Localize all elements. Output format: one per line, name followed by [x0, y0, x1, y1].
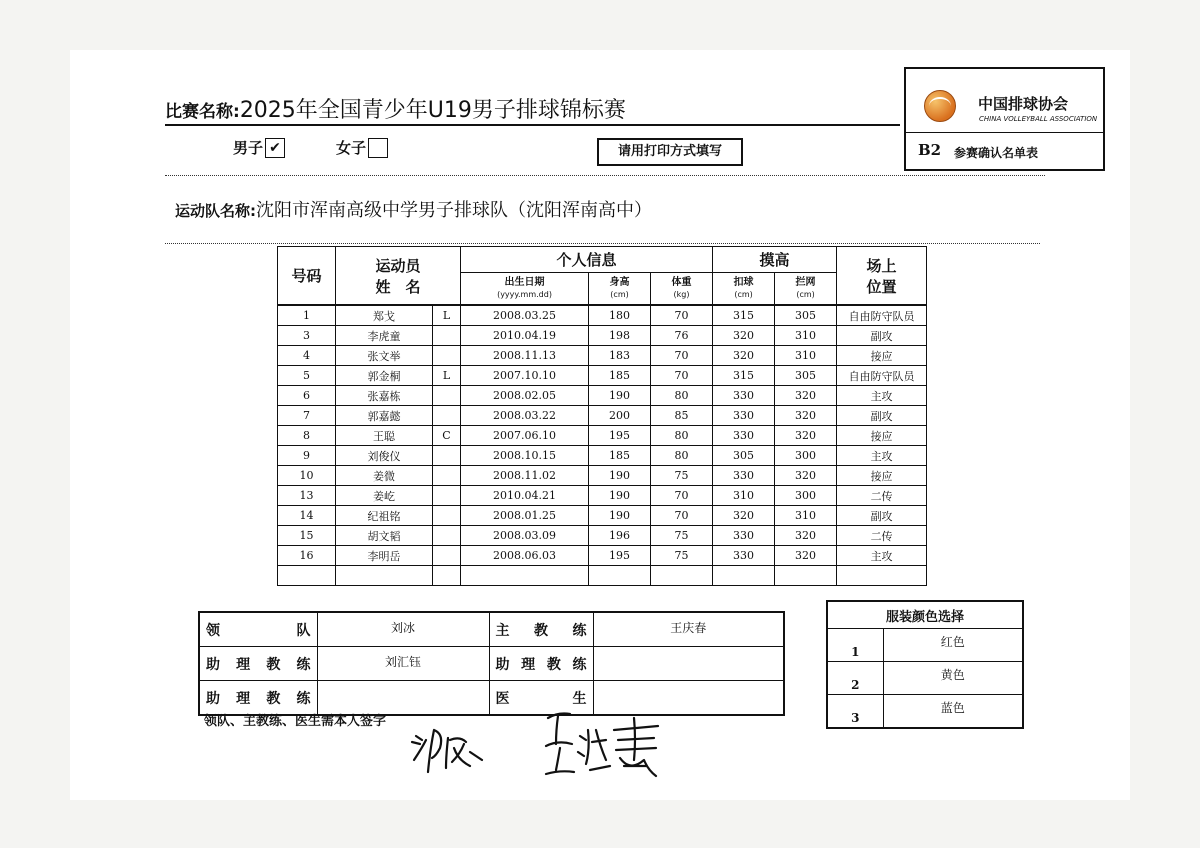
header-height	[589, 273, 651, 306]
header-number: 号码	[278, 247, 336, 306]
player-role	[433, 546, 461, 566]
player-spike-reach: 305	[713, 446, 775, 466]
player-height	[589, 566, 651, 586]
header-spike	[713, 273, 775, 306]
staff-label-text: 医 生	[495, 690, 587, 707]
player-birth-date: 2008.03.25	[461, 305, 589, 326]
player-name: 姜微	[336, 466, 433, 486]
header-spike-unit: (cm)	[734, 289, 753, 299]
player-number: 3	[278, 326, 336, 346]
player-weight: 75	[651, 526, 713, 546]
roster-row	[278, 305, 927, 326]
player-weight: 70	[651, 366, 713, 386]
competition-value: 2025年全国青少年U19男子排球锦标赛	[239, 98, 626, 123]
head-coach-value: 王庆春	[593, 612, 784, 647]
assistant-coach-value	[593, 647, 784, 681]
player-name: 胡文韬	[336, 526, 433, 546]
uniform-option-number: 1	[827, 629, 883, 662]
player-height: 195	[589, 546, 651, 566]
staff-label-text: 助 理 教 练	[495, 656, 587, 673]
player-spike-reach: 330	[713, 546, 775, 566]
player-height: 196	[589, 526, 651, 546]
header-athlete-line1: 运动员	[375, 256, 421, 275]
player-height: 200	[589, 406, 651, 426]
player-block-reach: 305	[775, 366, 837, 386]
header-position-line1: 场上	[866, 256, 897, 275]
volleyball-logo-icon	[924, 90, 956, 122]
player-position: 副攻	[837, 506, 927, 526]
player-number: 1	[278, 305, 336, 326]
player-birth-date: 2008.02.05	[461, 386, 589, 406]
uniform-option-number: 3	[827, 695, 883, 729]
player-spike-reach: 310	[713, 486, 775, 506]
player-spike-reach: 315	[713, 305, 775, 326]
player-number: 15	[278, 526, 336, 546]
header-block	[775, 273, 837, 306]
player-weight: 85	[651, 406, 713, 426]
uniform-color-table	[826, 600, 1024, 729]
player-number: 14	[278, 506, 336, 526]
gender-female	[336, 137, 388, 158]
head-coach-label	[489, 612, 593, 647]
player-spike-reach: 320	[713, 506, 775, 526]
competition-name	[165, 93, 626, 124]
player-name: 张文举	[336, 346, 433, 366]
player-weight: 70	[651, 486, 713, 506]
player-weight: 80	[651, 386, 713, 406]
player-birth-date: 2008.03.22	[461, 406, 589, 426]
player-name: 李虎童	[336, 326, 433, 346]
header-birth-format: (yyyy.mm.dd)	[497, 289, 552, 299]
roster-row	[278, 546, 927, 566]
player-number: 16	[278, 546, 336, 566]
roster-row	[278, 506, 927, 526]
player-name: 郑戈	[336, 305, 433, 326]
player-birth-date: 2008.10.15	[461, 446, 589, 466]
player-spike-reach: 330	[713, 426, 775, 446]
player-weight: 80	[651, 446, 713, 466]
player-weight: 70	[651, 346, 713, 366]
header-position-line2: 位置	[866, 277, 897, 296]
player-weight	[651, 566, 713, 586]
player-block-reach: 320	[775, 426, 837, 446]
leader-value: 刘冰	[317, 612, 489, 647]
player-position: 副攻	[837, 406, 927, 426]
header-birth-label: 出生日期	[504, 276, 545, 288]
female-label: 女子	[336, 139, 367, 157]
staff-label-text: 主 教 练	[495, 622, 587, 639]
leader-label	[199, 612, 317, 647]
player-name: 郭嘉懿	[336, 406, 433, 426]
player-weight: 75	[651, 546, 713, 566]
player-block-reach: 320	[775, 546, 837, 566]
header-block-label: 拦网	[795, 276, 816, 288]
header-weight-label: 体重	[671, 276, 692, 288]
player-number: 6	[278, 386, 336, 406]
player-name	[336, 566, 433, 586]
header-personal-info: 个人信息	[461, 247, 713, 273]
header-reach: 摸高	[713, 247, 837, 273]
female-checkbox[interactable]	[368, 138, 388, 158]
player-name: 李明岳	[336, 546, 433, 566]
player-birth-date: 2007.06.10	[461, 426, 589, 446]
leader-signature	[412, 730, 482, 772]
form-code: B2	[918, 141, 942, 159]
player-height: 185	[589, 446, 651, 466]
player-position: 二传	[837, 486, 927, 506]
player-role	[433, 346, 461, 366]
header-weight	[651, 273, 713, 306]
player-birth-date: 2008.11.02	[461, 466, 589, 486]
player-position: 副攻	[837, 326, 927, 346]
player-role	[433, 486, 461, 506]
player-block-reach: 320	[775, 466, 837, 486]
uniform-option-number: 2	[827, 662, 883, 695]
player-number: 4	[278, 346, 336, 366]
player-birth-date: 2007.10.10	[461, 366, 589, 386]
player-role	[433, 526, 461, 546]
assistant-coach-label	[489, 647, 593, 681]
player-role	[433, 466, 461, 486]
player-name: 纪祖铭	[336, 506, 433, 526]
roster-table	[277, 246, 927, 586]
player-position	[837, 566, 927, 586]
male-label: 男子	[233, 139, 264, 157]
team-name	[175, 196, 652, 222]
player-role	[433, 566, 461, 586]
player-spike-reach	[713, 566, 775, 586]
header-spike-label: 扣球	[733, 276, 754, 288]
player-height: 198	[589, 326, 651, 346]
player-birth-date: 2008.01.25	[461, 506, 589, 526]
header-height-label: 身高	[609, 276, 630, 288]
roster-row	[278, 486, 927, 506]
player-role	[433, 406, 461, 426]
roster-row	[278, 426, 927, 446]
player-name: 姜屹	[336, 486, 433, 506]
player-position: 接应	[837, 466, 927, 486]
player-block-reach: 320	[775, 406, 837, 426]
player-height: 185	[589, 366, 651, 386]
player-number: 7	[278, 406, 336, 426]
player-number: 13	[278, 486, 336, 506]
player-position: 自由防守队员	[837, 305, 927, 326]
print-note: 请用打印方式填写	[597, 138, 743, 166]
player-name: 郭金桐	[336, 366, 433, 386]
player-position: 主攻	[837, 386, 927, 406]
player-block-reach: 300	[775, 486, 837, 506]
signature-note: 领队、主教练、医生需本人签字	[204, 714, 387, 729]
header-height-unit: (cm)	[610, 289, 629, 299]
player-birth-date: 2010.04.19	[461, 326, 589, 346]
association-name-cn: 中国排球协会	[978, 95, 1069, 113]
player-spike-reach: 330	[713, 466, 775, 486]
player-spike-reach: 330	[713, 526, 775, 546]
header-athlete	[336, 247, 461, 306]
player-block-reach: 310	[775, 326, 837, 346]
player-birth-date	[461, 566, 589, 586]
uniform-option-color: 红色	[883, 629, 1023, 662]
assistant-coach-value: 刘汇钰	[317, 647, 489, 681]
player-spike-reach: 320	[713, 326, 775, 346]
logo-divider	[906, 132, 1103, 133]
player-block-reach: 305	[775, 305, 837, 326]
dotted-divider	[165, 175, 1045, 176]
player-number: 8	[278, 426, 336, 446]
association-name-en: CHINA VOLLEYBALL ASSOCIATION	[979, 115, 1098, 123]
player-height: 190	[589, 486, 651, 506]
dotted-divider	[165, 243, 1040, 244]
roster-body	[278, 305, 927, 586]
roster-row	[278, 526, 927, 546]
roster-row	[278, 326, 927, 346]
player-position: 二传	[837, 526, 927, 546]
player-position: 自由防守队员	[837, 366, 927, 386]
player-spike-reach: 330	[713, 406, 775, 426]
player-height: 180	[589, 305, 651, 326]
player-height: 195	[589, 426, 651, 446]
player-birth-date: 2008.03.09	[461, 526, 589, 546]
header-block-unit: (cm)	[796, 289, 815, 299]
player-block-reach: 320	[775, 386, 837, 406]
player-birth-date: 2008.06.03	[461, 546, 589, 566]
player-height: 190	[589, 386, 651, 406]
player-role	[433, 446, 461, 466]
header-position	[837, 247, 927, 306]
uniform-option-color: 蓝色	[883, 695, 1023, 729]
player-role: C	[433, 426, 461, 446]
player-role	[433, 326, 461, 346]
roster-row	[278, 406, 927, 426]
staff-label-text: 助 理 教 练	[206, 690, 311, 707]
player-number: 9	[278, 446, 336, 466]
player-role: L	[433, 366, 461, 386]
roster-row	[278, 446, 927, 466]
player-birth-date: 2008.11.13	[461, 346, 589, 366]
player-role	[433, 386, 461, 406]
player-spike-reach: 320	[713, 346, 775, 366]
competition-underline	[165, 124, 900, 126]
team-value: 沈阳市浑南高级中学男子排球队（沈阳浑南高中）	[256, 200, 652, 221]
player-weight: 76	[651, 326, 713, 346]
player-name: 刘俊仪	[336, 446, 433, 466]
player-block-reach: 300	[775, 446, 837, 466]
staff-label-text: 助 理 教 练	[206, 656, 311, 673]
player-number: 10	[278, 466, 336, 486]
player-role	[433, 506, 461, 526]
player-position: 接应	[837, 346, 927, 366]
gender-male	[233, 137, 285, 158]
roster-row	[278, 466, 927, 486]
uniform-option-color: 黄色	[883, 662, 1023, 695]
player-block-reach	[775, 566, 837, 586]
player-role: L	[433, 305, 461, 326]
header-birth	[461, 273, 589, 306]
player-name: 王聪	[336, 426, 433, 446]
player-weight: 70	[651, 506, 713, 526]
player-position: 主攻	[837, 446, 927, 466]
player-number	[278, 566, 336, 586]
player-height: 190	[589, 506, 651, 526]
player-number: 5	[278, 366, 336, 386]
player-position: 主攻	[837, 546, 927, 566]
association-header	[904, 67, 1105, 171]
player-block-reach: 310	[775, 506, 837, 526]
roster-row	[278, 366, 927, 386]
player-spike-reach: 330	[713, 386, 775, 406]
player-weight: 75	[651, 466, 713, 486]
player-height: 183	[589, 346, 651, 366]
assistant-coach-label	[199, 647, 317, 681]
player-name: 张嘉栋	[336, 386, 433, 406]
header-weight-unit: (kg)	[673, 289, 690, 299]
player-weight: 80	[651, 426, 713, 446]
player-birth-date: 2010.04.21	[461, 486, 589, 506]
header-athlete-line2: 姓 名	[375, 277, 421, 296]
staff-label-text: 领 队	[206, 622, 311, 639]
roster-row	[278, 346, 927, 366]
handwritten-signatures	[410, 700, 670, 785]
player-weight: 70	[651, 305, 713, 326]
roster-row	[278, 386, 927, 406]
player-block-reach: 310	[775, 346, 837, 366]
player-position: 接应	[837, 426, 927, 446]
player-height: 190	[589, 466, 651, 486]
head-coach-signature	[546, 714, 658, 777]
team-label: 运动队名称:	[175, 202, 256, 220]
player-block-reach: 320	[775, 526, 837, 546]
player-spike-reach: 315	[713, 366, 775, 386]
male-checkbox[interactable]: ✔	[265, 138, 285, 158]
form-title: 参赛确认名单表	[954, 146, 1039, 160]
competition-label: 比赛名称:	[165, 102, 240, 122]
roster-row	[278, 566, 927, 586]
uniform-title: 服装颜色选择	[827, 601, 1023, 629]
